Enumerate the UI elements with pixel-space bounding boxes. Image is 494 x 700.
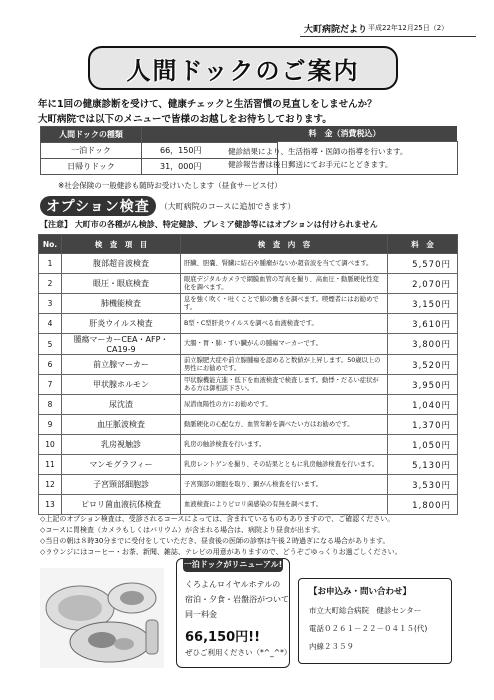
option-no: 5 <box>39 334 62 355</box>
col-desc: 検 査 内 容 <box>181 235 388 254</box>
option-item: 腫瘍マーカーCEA・AFP・CA19-9 <box>62 334 181 355</box>
table-row <box>39 294 458 314</box>
option-fee: 5,130円 <box>388 455 458 475</box>
table-row <box>39 495 458 515</box>
col-course-type: 人間ドックの種類 <box>41 127 142 143</box>
option-no: 4 <box>39 314 62 334</box>
option-fee: 3,800円 <box>388 334 458 355</box>
promo-heading: 一泊ドックがリニューアル! <box>183 558 283 572</box>
table-row <box>39 435 458 455</box>
option-desc: 息を強く吹く・吐くことで肺の働きを調べます。喫煙者にはお勧めです。 <box>181 294 388 314</box>
option-fee: 1,040円 <box>388 395 458 415</box>
option-title: オプション検査 <box>40 196 156 216</box>
option-item: 乳房視触診 <box>62 435 181 455</box>
promo-line: 同一料金 <box>185 610 217 619</box>
issue-date: 平成22年12月25日（2） <box>368 24 449 32</box>
header-rule <box>300 36 476 37</box>
option-no: 3 <box>39 294 62 314</box>
option-table <box>38 234 458 515</box>
option-desc: B型・C型肝炎ウイルスを調べる血液検査です。 <box>181 314 388 334</box>
footnote: ◇ラウンジにはコーヒー・お茶、新聞、雑誌、テレビの用意がありますので、どうぞごゆっくりお過ごしください。 <box>40 548 402 556</box>
footnote: ◇上記のオプション検査は、受診されるコースによっては、含まれているものもありますので、ご確認ください。 <box>40 515 395 523</box>
page-title: 人間ドックのご案内 <box>126 56 360 85</box>
promo-line: くろよんロイヤルホテルの <box>185 580 281 589</box>
col-fee: 料 金（消費税込） <box>232 126 457 141</box>
promo-line: 宿泊・夕食・岩盤浴がついて <box>185 595 289 604</box>
option-fee: 1,800円 <box>388 495 458 515</box>
course-name: 日帰りドック <box>41 159 142 175</box>
option-no: 8 <box>39 395 62 415</box>
course-price: 66，150円 <box>142 143 278 159</box>
option-caution: 【注意】 大町市の各種がん検診、特定健診、プレミア健診等にはオプションは付けられません <box>40 220 378 229</box>
contact-org: 市立大町総合病院 健診センター <box>309 606 422 615</box>
option-item: 子宮頸部細胞診 <box>62 475 181 495</box>
option-desc: 眼底デジタルカメラで網膜血管の写真を撮り、高血圧・動脈硬化性変化を調べます。 <box>181 274 388 294</box>
option-no: 11 <box>39 455 62 475</box>
fee-note-1: 健診結果により、生活指導・医師の指導を行います。 <box>228 147 408 156</box>
option-desc: 乳房レントゲンを撮り、その結果とともに乳房触診検査を行います。 <box>181 455 388 475</box>
fee-note-2: 健診報告書は後日郵送にてお手元にとどきます。 <box>228 160 393 169</box>
table-row <box>39 455 458 475</box>
option-item: ピロリ菌血液抗体検査 <box>62 495 181 515</box>
option-no: 1 <box>39 254 62 274</box>
course-name: 一泊ドック <box>41 143 142 159</box>
option-desc: 前立腺肥大症や前立腺腫瘍を認めると数値が上昇します。50歳以上の男性にお勧めです。 <box>181 355 388 375</box>
option-item: 血圧脈波検査 <box>62 415 181 435</box>
option-fee: 2,070円 <box>388 274 458 294</box>
table-row <box>39 274 458 294</box>
table-row <box>39 415 458 435</box>
option-item: 前立腺マーカー <box>62 355 181 375</box>
course-price: 31，000円 <box>142 159 278 175</box>
option-item: 肝炎ウイルス検査 <box>62 314 181 334</box>
option-no: 2 <box>39 274 62 294</box>
option-desc: 子宮頸部の細胞を取り、顕がん検査を行います。 <box>181 475 388 495</box>
food-photo <box>40 568 164 668</box>
option-desc: 血液検査によりピロリ菌感染の有無を調べます。 <box>181 495 388 515</box>
option-fee: 3,610円 <box>388 314 458 334</box>
option-heading <box>40 196 295 216</box>
table-row <box>39 334 458 355</box>
contact-heading: 【お申込み・問い合わせ】 <box>309 587 412 597</box>
contact-box <box>298 578 452 664</box>
option-desc: 大腸・胃・肺・すい臓がんの腫瘍マーカーです。 <box>181 334 388 355</box>
table-row <box>39 355 458 375</box>
intro-line-1: 年に1回の健康診断を受けて、健康チェックと生活習慣の見直しをしませんか？ <box>38 99 377 110</box>
promo-box <box>176 558 290 668</box>
option-desc: 乳房の触診検査を行います。 <box>181 435 388 455</box>
option-no: 6 <box>39 355 62 375</box>
footnote: ◇当日の朝は８時30分までに受付をしていただき、昼食後の医師の診察は午後２時過ぎになる場合があります。 <box>40 537 390 545</box>
contact-extension: 内線２３５９ <box>309 642 354 651</box>
option-item: 甲状腺ホルモン <box>62 375 181 395</box>
option-desc: 甲状腺機能亢進・低下を血液検査で検査します。動悸・だるい症状がある方は御相談下さい。 <box>181 375 388 395</box>
checkup-note: ※社会保険の一般健診も随時お受けいたします（昼食サービス付） <box>58 181 282 190</box>
option-item: マンモグラフィー <box>62 455 181 475</box>
table-row <box>39 254 458 274</box>
option-desc: 尿潜血陽性の方にお勧めです。 <box>181 395 388 415</box>
option-desc: 肝臓、胆嚢、腎臓に結石や腫瘤がないか超音波を当てて調べます。 <box>181 254 388 274</box>
option-fee: 5,570円 <box>388 254 458 274</box>
col-no: No. <box>39 235 62 254</box>
option-fee: 1,370円 <box>388 415 458 435</box>
option-fee: 1,050円 <box>388 435 458 455</box>
table-row <box>39 375 458 395</box>
promo-ending: ぜひご利用ください（*^_^*） <box>185 648 292 657</box>
option-no: 7 <box>39 375 62 395</box>
option-fee: 3,520円 <box>388 355 458 375</box>
option-fee: 3,950円 <box>388 375 458 395</box>
table-row <box>39 314 458 334</box>
publication-name: 大町病院だより <box>304 25 368 35</box>
option-item: 尿沈渣 <box>62 395 181 415</box>
option-fee: 3,530円 <box>388 475 458 495</box>
option-subtitle: （大町病院のコースに追加できます） <box>159 201 296 211</box>
footnote: ◇コースに胃検査（カメラもしくはバリウム）が含まれる場合は、病院より昼食が出ます。 <box>40 526 325 534</box>
title-banner <box>88 46 398 90</box>
contact-phone: 電話０２６１－２２－０４１５(代) <box>309 624 428 633</box>
option-desc: 動脈硬化の心配な方、血管年齢を調べたい方はお勧めです。 <box>181 415 388 435</box>
col-item: 検 査 項 目 <box>62 235 181 254</box>
option-no: 10 <box>39 435 62 455</box>
page-header <box>0 10 494 36</box>
option-fee: 3,150円 <box>388 294 458 314</box>
col-fee: 料 金 <box>388 235 458 254</box>
table-row <box>39 395 458 415</box>
table-row <box>39 475 458 495</box>
option-item: 肺機能検査 <box>62 294 181 314</box>
option-item: 腹部超音波検査 <box>62 254 181 274</box>
option-item: 眼圧・眼底検査 <box>62 274 181 294</box>
intro-line-2: 大町病院では以下のメニューで皆様のお越しをお待ちしております。 <box>38 114 332 125</box>
option-no: 9 <box>39 415 62 435</box>
option-no: 12 <box>39 475 62 495</box>
option-no: 13 <box>39 495 62 515</box>
promo-price: 66,150円!! <box>185 630 261 645</box>
